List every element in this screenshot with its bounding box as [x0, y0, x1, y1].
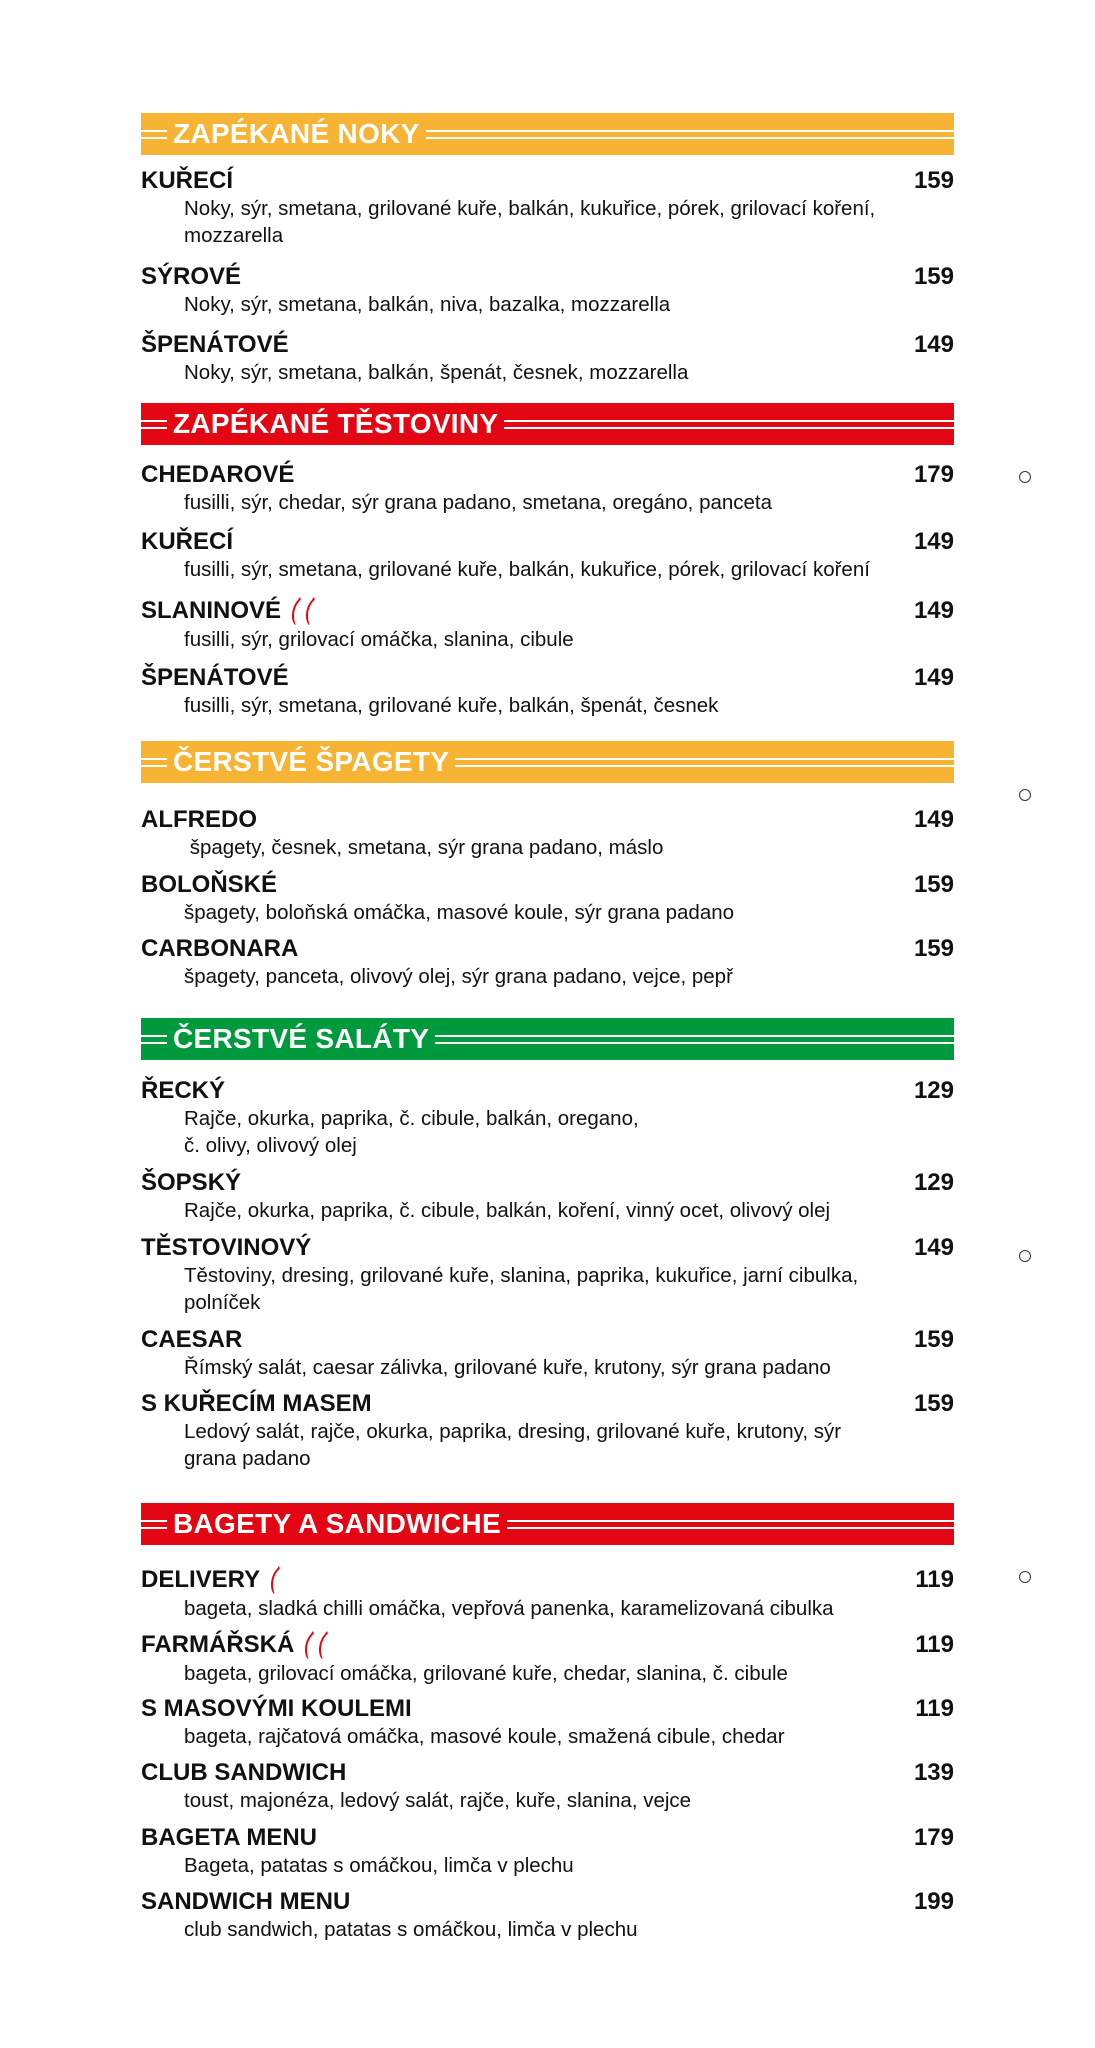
menu-item-name-wrap	[141, 1326, 242, 1354]
section-header	[141, 403, 954, 445]
menu-item-price: 179	[913, 1824, 954, 1851]
menu-item-price: 159	[913, 1390, 954, 1417]
header-rule	[426, 130, 954, 139]
menu-item-name-wrap	[141, 528, 233, 556]
menu-item-description: Rajče, okurka, paprika, č. cibule, balkán, koření, vinný ocet, olivový olej	[184, 1199, 831, 1222]
menu-item-row	[141, 1077, 954, 1105]
menu-item-price: 119	[915, 1631, 954, 1658]
header-rule	[141, 420, 167, 429]
menu-item	[141, 263, 954, 318]
menu-item	[141, 935, 954, 990]
menu-item	[141, 1824, 954, 1879]
menu-item-name: DELIVERY	[141, 1566, 261, 1593]
menu-item	[141, 331, 954, 386]
menu-item-name: ALFREDO	[141, 806, 257, 833]
menu-item-name: SLANINOVÉ	[141, 597, 282, 624]
menu-item-description: polníček	[184, 1291, 261, 1314]
menu-item-name-wrap	[141, 806, 257, 834]
menu-item-name-wrap	[141, 1630, 330, 1660]
menu-item-row	[141, 331, 954, 359]
menu-item	[141, 1169, 954, 1224]
chili-pepper-icon	[270, 1565, 282, 1595]
menu-item-price: 119	[915, 1566, 954, 1593]
menu-item-name-wrap	[141, 167, 233, 195]
section-title: ZAPÉKANÉ NOKY	[173, 118, 420, 149]
menu-item	[141, 167, 954, 249]
menu-item-price: 159	[913, 263, 954, 290]
section-title: ČERSTVÉ SALÁTY	[173, 1023, 430, 1054]
menu-item-row	[141, 1565, 954, 1595]
menu-item-name: SÝROVÉ	[141, 263, 242, 290]
section-title: BAGETY A SANDWICHE	[173, 1508, 501, 1539]
menu-item-name-wrap	[141, 331, 289, 359]
menu-item-name: CAESAR	[141, 1326, 243, 1353]
section-title: ZAPÉKANÉ TĚSTOVINY	[173, 408, 499, 439]
menu-item-price: 149	[913, 664, 954, 691]
menu-item-name-wrap	[141, 1759, 346, 1787]
menu-item-row	[141, 1695, 954, 1723]
menu-item-price: 159	[913, 935, 954, 962]
menu-item-row	[141, 528, 954, 556]
menu-item-description: fusilli, sýr, smetana, grilované kuře, balkán, špenát, česnek	[184, 694, 719, 717]
menu-item-description: Noky, sýr, smetana, balkán, niva, bazalka, mozzarella	[184, 293, 671, 316]
menu-item-description: Rajče, okurka, paprika, č. cibule, balkán, oregano,	[184, 1107, 639, 1130]
menu-item-price: 149	[913, 1234, 954, 1261]
menu-item-row	[141, 1234, 954, 1262]
menu-item-name: CHEDAROVÉ	[141, 461, 295, 488]
menu-item-price: 179	[913, 461, 954, 488]
header-rule	[141, 758, 167, 767]
binder-hole-icon	[1019, 471, 1031, 483]
menu-item-price: 129	[913, 1169, 954, 1196]
menu-item-description: club sandwich, patatas s omáčkou, limča v plechu	[184, 1918, 638, 1941]
menu-item-name: CLUB SANDWICH	[141, 1759, 347, 1786]
section-header	[141, 1018, 954, 1060]
menu-item-price: 199	[913, 1888, 954, 1915]
binder-hole-icon	[1019, 789, 1031, 801]
menu-item-description: Těstoviny, dresing, grilované kuře, slanina, paprika, kukuřice, jarní cibulka,	[184, 1264, 859, 1287]
header-rule	[141, 1035, 167, 1044]
menu-item	[141, 1077, 954, 1159]
menu-item-name-wrap	[141, 461, 294, 489]
menu-item-price: 149	[913, 597, 954, 624]
menu-item-description: špagety, panceta, olivový olej, sýr grana padano, vejce, pepř	[184, 965, 733, 988]
header-rule	[141, 1520, 167, 1529]
menu-item-price: 159	[913, 1326, 954, 1353]
menu-item-description: fusilli, sýr, chedar, sýr grana padano, smetana, oregáno, panceta	[184, 491, 773, 514]
menu-item-row	[141, 1390, 954, 1418]
menu-item-description: Ledový salát, rajče, okurka, paprika, dresing, grilované kuře, krutony, sýr	[184, 1420, 842, 1443]
menu-item-name: ŠPENÁTOVÉ	[141, 664, 289, 691]
menu-item-row	[141, 461, 954, 489]
menu-item-row	[141, 263, 954, 291]
menu-item-name-wrap	[141, 1824, 317, 1852]
chili-pepper-icon	[291, 596, 317, 626]
menu-item-name: BAGETA MENU	[141, 1824, 317, 1851]
menu-item-price: 149	[913, 528, 954, 555]
menu-item-description: špagety, boloňská omáčka, masové koule, sýr grana padano	[184, 901, 735, 924]
menu-item-name-wrap	[141, 1695, 412, 1723]
menu-item-price: 149	[913, 806, 954, 833]
menu-item-row	[141, 664, 954, 692]
menu-item-description: Bageta, patatas s omáčkou, limča v plechu	[184, 1854, 574, 1877]
menu-item	[141, 596, 954, 653]
menu-item-name: KUŘECÍ	[141, 167, 234, 194]
menu-item-name-wrap	[141, 664, 289, 692]
menu-item	[141, 1759, 954, 1814]
menu-item-name-wrap	[141, 1565, 282, 1595]
menu-item-row	[141, 1630, 954, 1660]
menu-item-price: 159	[913, 167, 954, 194]
menu-item	[141, 1326, 954, 1381]
menu-item-name: TĚSTOVINOVÝ	[141, 1234, 312, 1261]
menu-item-name: ŠPENÁTOVÉ	[141, 331, 289, 358]
menu-item-description: č. olivy, olivový olej	[184, 1134, 357, 1157]
menu-item-description: špagety, česnek, smetana, sýr grana padano, máslo	[184, 836, 664, 859]
menu-item-row	[141, 1169, 954, 1197]
menu-item	[141, 1565, 954, 1622]
menu-item-description: Noky, sýr, smetana, balkán, špenát, česnek, mozzarella	[184, 361, 689, 384]
header-rule	[435, 1035, 954, 1044]
section-header	[141, 741, 954, 783]
menu-item-name-wrap	[141, 1234, 311, 1262]
menu-item-name: KUŘECÍ	[141, 528, 234, 555]
menu-item-name-wrap	[141, 596, 317, 626]
menu-item-row	[141, 1326, 954, 1354]
menu-item-name-wrap	[141, 1390, 372, 1418]
menu-item-description: fusilli, sýr, grilovací omáčka, slanina, cibule	[184, 628, 574, 651]
menu-item-row	[141, 935, 954, 963]
menu-item	[141, 461, 954, 516]
menu-item-name-wrap	[141, 1169, 241, 1197]
header-rule	[504, 420, 954, 429]
section-title: ČERSTVÉ ŠPAGETY	[173, 746, 450, 777]
menu-item-description: Noky, sýr, smetana, grilované kuře, balkán, kukuřice, pórek, grilovací koření,	[184, 197, 876, 220]
menu-item-description: fusilli, sýr, smetana, grilované kuře, balkán, kukuřice, pórek, grilovací koření	[184, 558, 870, 581]
menu-item-name: FARMÁŘSKÁ	[141, 1631, 295, 1658]
menu-item-price: 139	[913, 1759, 954, 1786]
chili-pepper-icon	[304, 1630, 330, 1660]
header-rule	[507, 1520, 954, 1529]
menu-item-name: ŘECKÝ	[141, 1077, 226, 1104]
menu-item-price: 119	[915, 1695, 954, 1722]
menu-item	[141, 1695, 954, 1750]
menu-item-name-wrap	[141, 1077, 225, 1105]
section-header	[141, 113, 954, 155]
menu-item-description: bageta, sladká chilli omáčka, vepřová panenka, karamelizovaná cibulka	[184, 1597, 834, 1620]
menu-item	[141, 806, 954, 861]
menu-item-description: grana padano	[184, 1447, 311, 1470]
section-header	[141, 1503, 954, 1545]
menu-item-name: CARBONARA	[141, 935, 299, 962]
menu-item	[141, 1888, 954, 1943]
menu-item-name: SANDWICH MENU	[141, 1888, 351, 1915]
header-rule	[455, 758, 954, 767]
menu-item	[141, 871, 954, 926]
menu-item-price: 149	[913, 331, 954, 358]
menu-item-description: mozzarella	[184, 224, 284, 247]
menu-item-name-wrap	[141, 871, 277, 899]
menu-item-description: toust, majonéza, ledový salát, rajče, kuře, slanina, vejce	[184, 1789, 692, 1812]
menu-item-price: 129	[913, 1077, 954, 1104]
menu-item-name-wrap	[141, 263, 241, 291]
menu-item-row	[141, 596, 954, 626]
menu-item-row	[141, 871, 954, 899]
menu-item-name: S KUŘECÍM MASEM	[141, 1390, 372, 1417]
menu-item-description: bageta, rajčatová omáčka, masové koule, smažená cibule, chedar	[184, 1725, 785, 1748]
menu-item-name: ŠOPSKÝ	[141, 1169, 242, 1196]
menu-item-row	[141, 1824, 954, 1852]
menu-item-description: bageta, grilovací omáčka, grilované kuře, chedar, slanina, č. cibule	[184, 1662, 788, 1685]
menu-item	[141, 528, 954, 583]
menu-item	[141, 1390, 954, 1472]
header-rule	[141, 130, 167, 139]
binder-hole-icon	[1019, 1571, 1031, 1583]
menu-item-description: Římský salát, caesar zálivka, grilované kuře, krutony, sýr grana padano	[184, 1356, 831, 1379]
menu-item-row	[141, 1759, 954, 1787]
menu-item-price: 159	[913, 871, 954, 898]
binder-hole-icon	[1019, 1250, 1031, 1262]
menu-item-name: BOLOŇSKÉ	[141, 871, 278, 898]
menu-item-name: S MASOVÝMI KOULEMI	[141, 1695, 412, 1722]
menu-item-name-wrap	[141, 1888, 350, 1916]
menu-item	[141, 1630, 954, 1687]
menu-item	[141, 664, 954, 719]
menu-item-row	[141, 1888, 954, 1916]
menu-item	[141, 1234, 954, 1316]
menu-item-row	[141, 167, 954, 195]
menu-item-name-wrap	[141, 935, 298, 963]
menu-item-row	[141, 806, 954, 834]
